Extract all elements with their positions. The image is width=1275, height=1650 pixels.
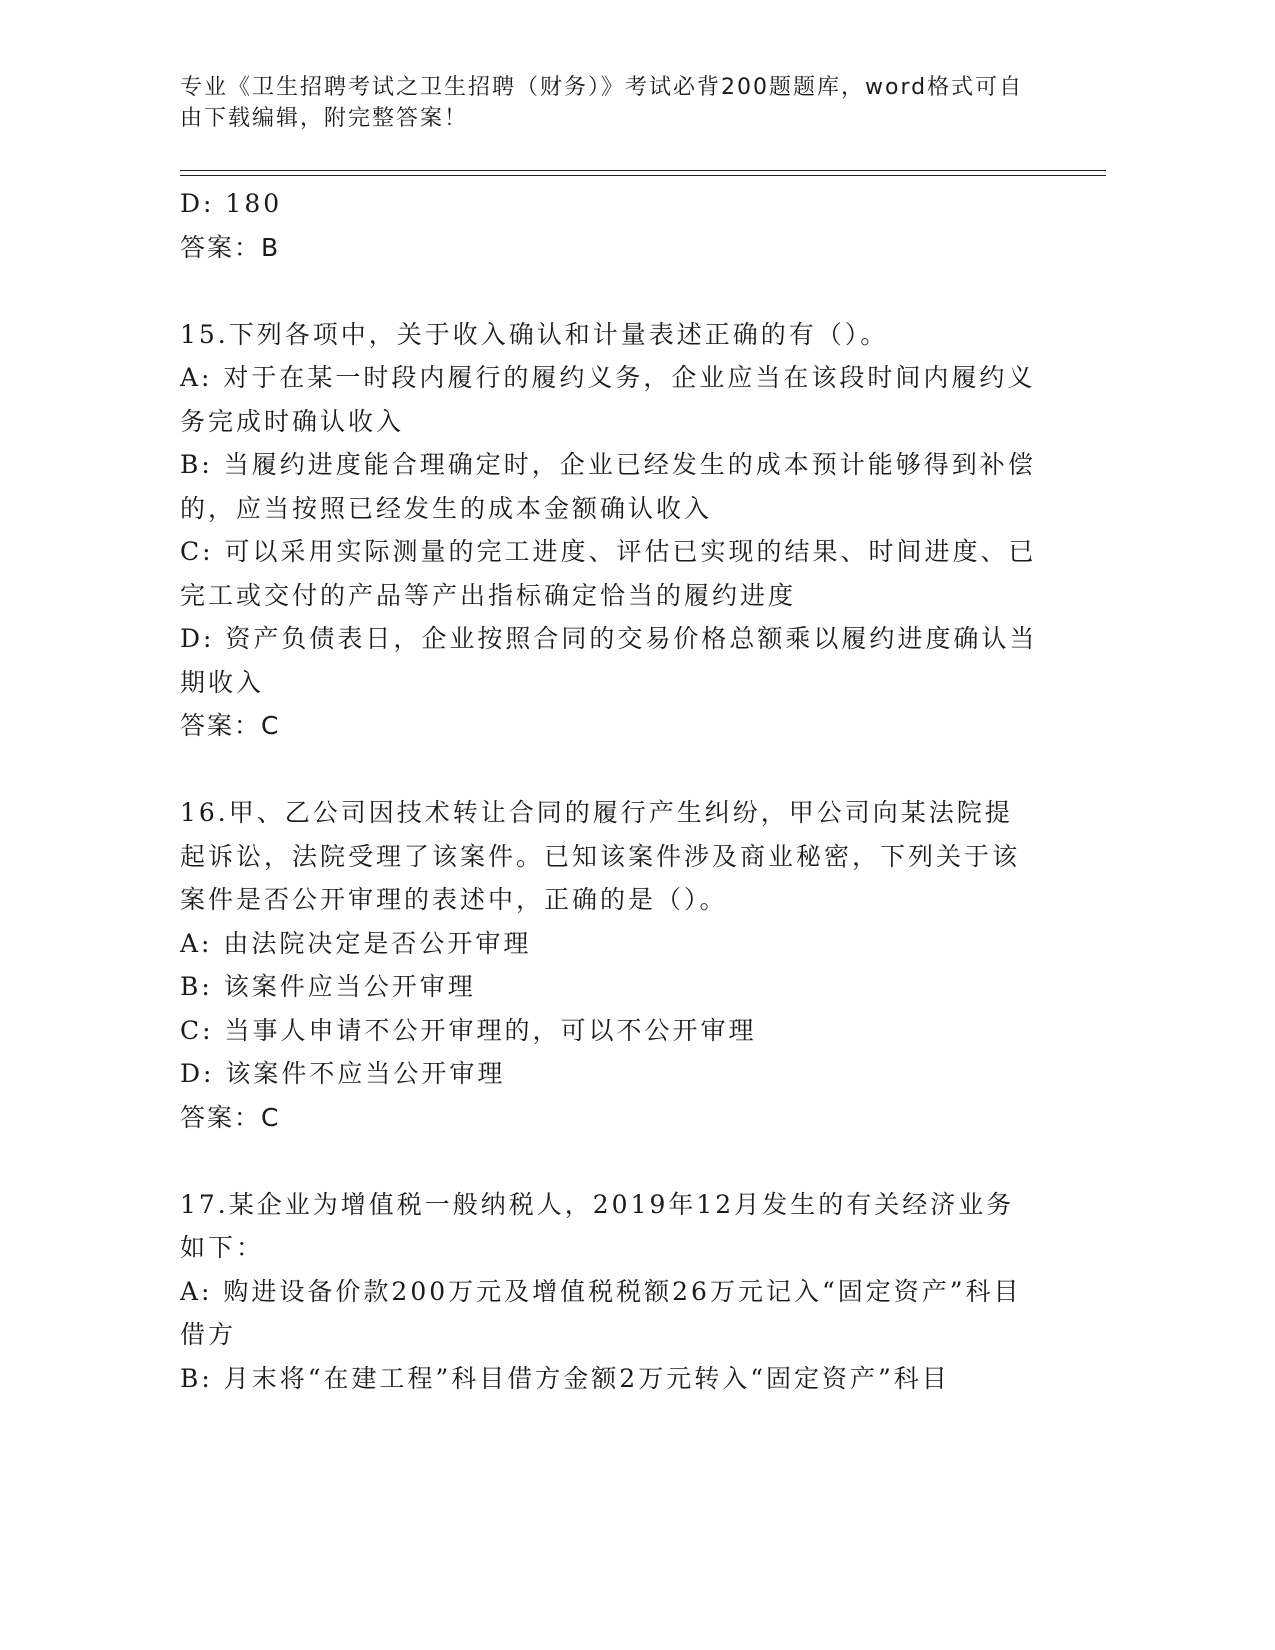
option-c: C: 当事人申请不公开审理的，可以不公开审理 bbox=[180, 1015, 757, 1045]
option-c: C: 可以采用实际测量的完工进度、评估已实现的结果、时间进度、已完工或交付的产品等产出指标确定恰当的履约进度 bbox=[180, 537, 1037, 610]
question-title: 17.某企业为增值税一般纳税人，2019年12月发生的有关经济业务如下： bbox=[180, 1189, 1015, 1262]
option-b: B: 该案件应当公开审理 bbox=[180, 972, 476, 1001]
question-16 bbox=[180, 791, 1040, 1139]
answer: 答案：C bbox=[180, 1102, 281, 1132]
option-a: A: 对于在某一时段内履行的履约义务，企业应当在该段时间内履约义务完成时确认收入 bbox=[180, 363, 1036, 436]
prev-option-d: D: 180 bbox=[180, 189, 283, 218]
option-d: D: 该案件不应当公开审理 bbox=[180, 1059, 506, 1088]
question-title: 16.甲、乙公司因技术转让合同的履行产生纠纷，甲公司向某法院提起诉讼，法院受理了该案件。已知该案件涉及商业秘密，下列关于该案件是否公开审理的表述中，正确的是（）。 bbox=[180, 798, 1021, 914]
option-a: A: 由法院决定是否公开审理 bbox=[180, 928, 532, 958]
answer: 答案：C bbox=[180, 711, 281, 740]
prev-answer: 答案：B bbox=[180, 232, 281, 262]
spacer bbox=[180, 748, 1040, 792]
question-15 bbox=[180, 313, 1040, 748]
question-17 bbox=[180, 1183, 1040, 1401]
document-header: 专业《卫生招聘考试之卫生招聘（财务）》考试必背200题题库，word格式可自由下载编辑，附完整答案！ bbox=[180, 75, 1024, 131]
document-body bbox=[180, 182, 1040, 1400]
option-b: B: 月末将“在建工程”科目借方金额2万元转入“固定资产”科目 bbox=[180, 1363, 950, 1393]
spacer bbox=[180, 1139, 1040, 1183]
header-rule-top bbox=[180, 170, 1106, 171]
option-d: D: 资产负债表日，企业按照合同的交易价格总额乘以履约进度确认当期收入 bbox=[180, 624, 1038, 697]
header-rule-bottom bbox=[180, 175, 1106, 176]
spacer bbox=[180, 269, 1040, 313]
option-a: A: 购进设备价款200万元及增值税税额26万元记入“固定资产”科目借方 bbox=[180, 1276, 1022, 1349]
option-b: B: 当履约进度能合理确定时，企业已经发生的成本预计能够得到补偿的，应当按照已经发生的成本金额确认收入 bbox=[180, 450, 1036, 523]
question-title: 15.下列各项中，关于收入确认和计量表述正确的有（）。 bbox=[180, 319, 889, 349]
